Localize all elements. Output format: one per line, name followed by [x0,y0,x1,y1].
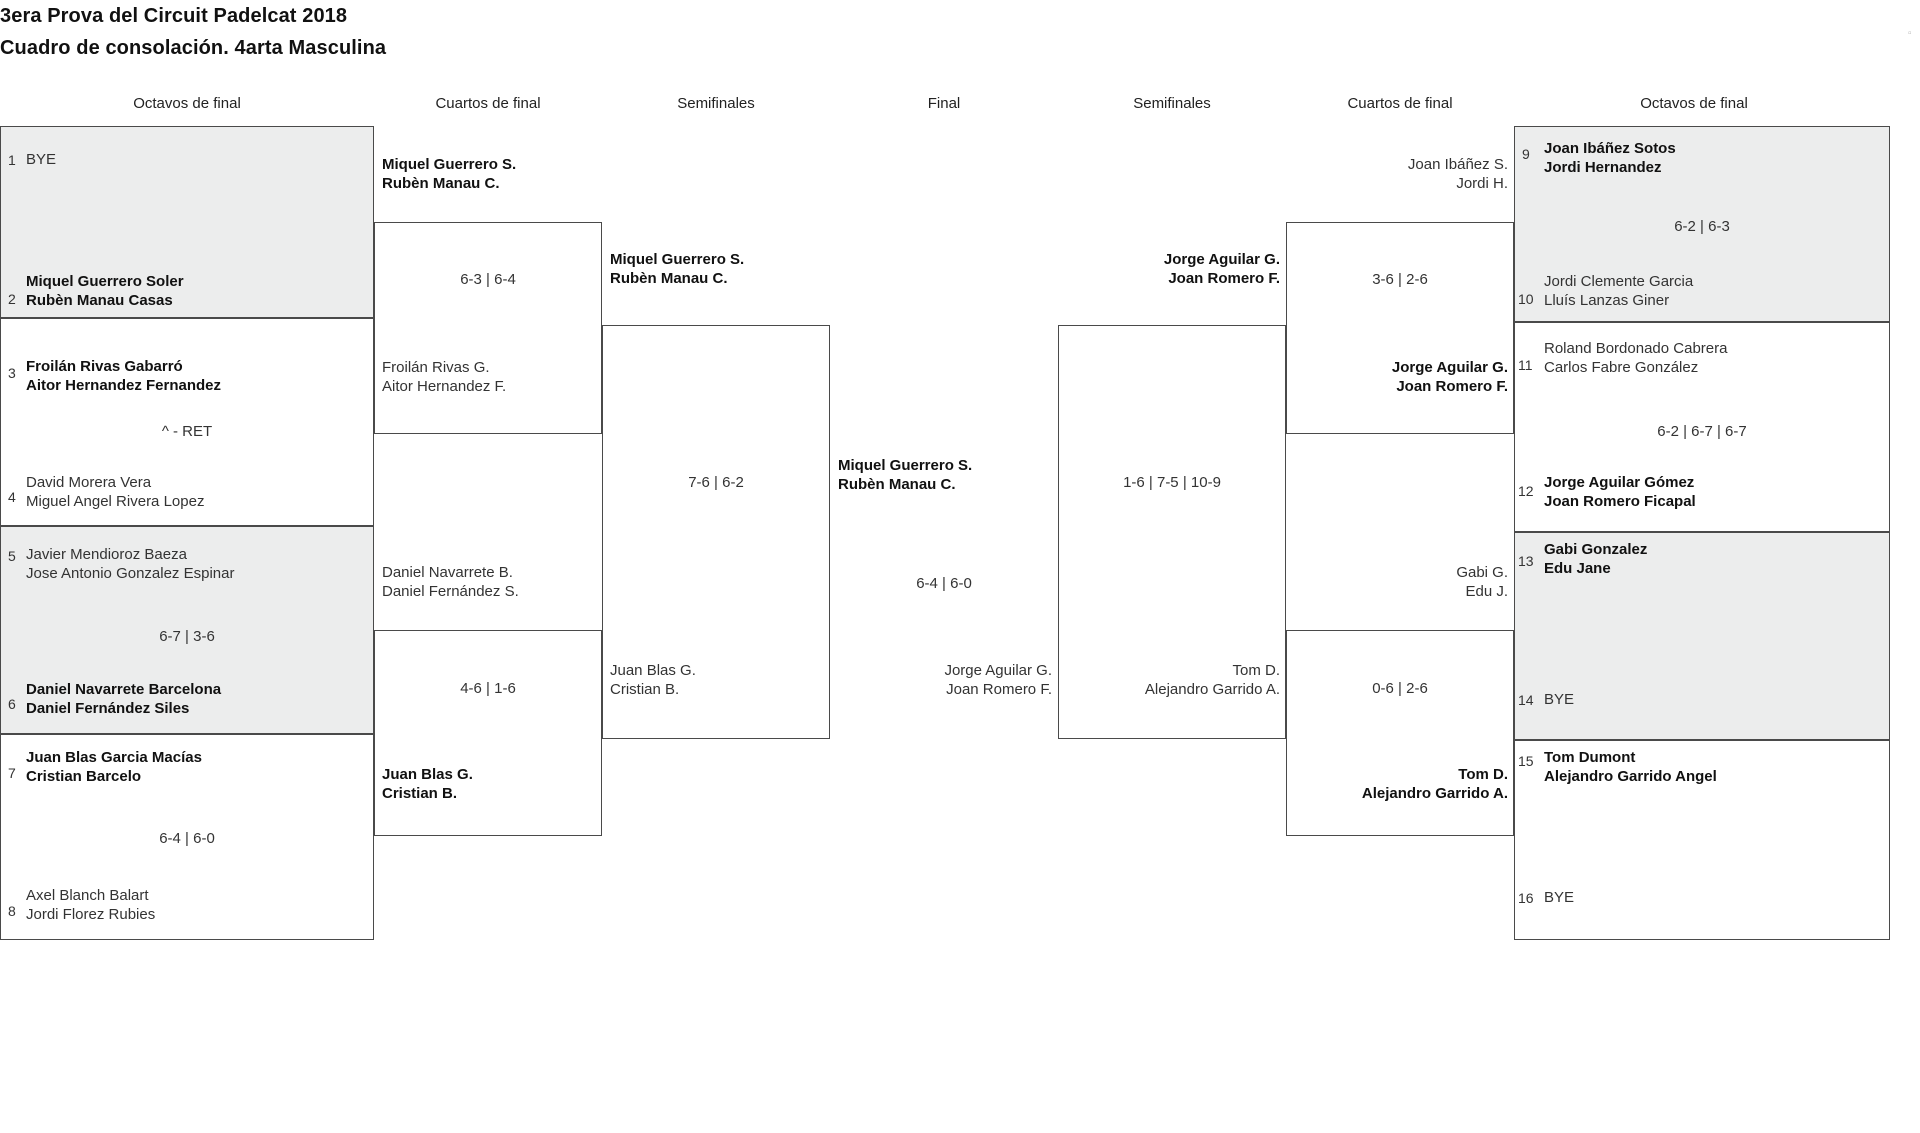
match-score: 1-6 | 7-5 | 10-9 [1123,474,1221,491]
team-entry: Froilán Rivas G. Aitor Hernandez F. [382,359,507,395]
match-score: ^ - RET [161,423,213,440]
round-label-left-sf: Semifinales [677,95,755,112]
team-entry: David Morera Vera Miguel Angel Rivera Lopez [26,474,205,510]
round-label-final: Final [927,95,961,112]
round-label-right-sf: Semifinales [1133,95,1211,112]
team-entry: BYE [1544,691,1575,708]
connector-right-qf-2 [1286,630,1514,836]
team-entry: Miquel Guerrero Soler Rubèn Manau Casas [26,273,184,309]
team-entry: Miquel Guerrero S. Rubèn Manau C. [382,156,517,192]
seed-number: 13 [1518,553,1534,569]
team-entry: Joan Ibáñez S. Jordi H. [1407,156,1508,192]
match-score: 6-2 | 6-3 [1674,218,1730,235]
page-corner-marker: ▫ [1908,28,1912,39]
seed-number: 3 [8,365,16,381]
tournament-subtitle: Cuadro de consolación. 4arta Masculina [0,37,387,59]
team-entry: Axel Blanch Balart Jordi Florez Rubies [26,887,156,923]
page-title [0,0,1100,64]
final-runner-up: Jorge Aguilar G. Joan Romero F. [944,662,1052,698]
seed-number: 6 [8,696,16,712]
connector-left-qf-1 [374,222,602,434]
seed-number: 16 [1518,890,1534,906]
seed-number: 2 [8,291,16,307]
round-label-right-qf: Cuartos de final [1347,95,1453,112]
match-score: 3-6 | 2-6 [1372,271,1428,288]
round-label-right-r16: Octavos de final [1640,95,1748,112]
match-score: 0-6 | 2-6 [1372,680,1428,697]
team-entry: Joan Ibáñez Sotos Jordi Hernandez [1544,140,1676,176]
team-entry: Froilán Rivas Gabarró Aitor Hernandez Fernandez [26,358,222,394]
seed-number: 7 [8,765,16,781]
seed-number: 12 [1518,483,1534,499]
team-entry: Tom Dumont Alejandro Garrido Angel [1544,749,1717,785]
team-entry: Roland Bordonado Cabrera Carlos Fabre González [1544,340,1728,376]
team-entry: Jorge Aguilar Gómez Joan Romero Ficapal [1544,474,1696,510]
team-entry: Juan Blas Garcia Macías Cristian Barcelo [26,749,202,785]
tournament-name: 3era Prova del Circuit Padelcat 2018 [0,5,348,27]
team-entry: Gabi Gonzalez Edu Jane [1544,541,1648,577]
round-label-left-r16: Octavos de final [133,95,241,112]
team-entry: Javier Mendioroz Baeza Jose Antonio Gonzalez Espinar [26,546,235,582]
seed-number: 15 [1518,753,1534,769]
team-entry: Jorge Aguilar G. Joan Romero F. [1163,251,1280,287]
team-entry: Daniel Navarrete B. Daniel Fernández S. [382,564,519,600]
final-score: 6-4 | 6-0 [916,575,972,592]
team-entry: Jordi Clemente Garcia Lluís Lanzas Giner [1544,273,1694,309]
match-score: 6-7 | 3-6 [159,628,215,645]
seed-number: 11 [1518,357,1533,373]
match-score: 6-4 | 6-0 [159,830,215,847]
team-entry: BYE [26,151,57,168]
team-entry: Tom D. Alejandro Garrido A. [1361,766,1508,802]
seed-number: 1 [8,152,16,168]
connector-left-qf-2 [374,630,602,836]
seed-number: 14 [1518,692,1534,708]
connector-right-qf-1 [1286,222,1514,434]
team-entry: Gabi G. Edu J. [1456,564,1508,600]
seed-number: 4 [8,489,16,505]
team-entry: Juan Blas G. Cristian B. [382,766,473,802]
team-entry: Tom D. Alejandro Garrido A. [1144,662,1280,698]
team-entry: Miquel Guerrero S. Rubèn Manau C. [610,251,745,287]
team-entry: BYE [1544,889,1575,906]
match-score: 4-6 | 1-6 [460,680,516,697]
match-score: 6-3 | 6-4 [460,271,516,288]
team-entry: Daniel Navarrete Barcelona Daniel Fernández Siles [26,681,222,717]
team-entry: Juan Blas G. Cristian B. [610,662,696,698]
final-winner: Miquel Guerrero S. Rubèn Manau C. [838,457,973,493]
seed-number: 10 [1518,291,1534,307]
match-score: 7-6 | 6-2 [688,474,744,491]
seed-number: 9 [1522,146,1530,162]
seed-number: 8 [8,903,16,919]
team-entry: Jorge Aguilar G. Joan Romero F. [1391,359,1508,395]
match-score: 6-2 | 6-7 | 6-7 [1657,423,1747,440]
round-label-left-qf: Cuartos de final [435,95,541,112]
seed-number: 5 [8,548,16,564]
